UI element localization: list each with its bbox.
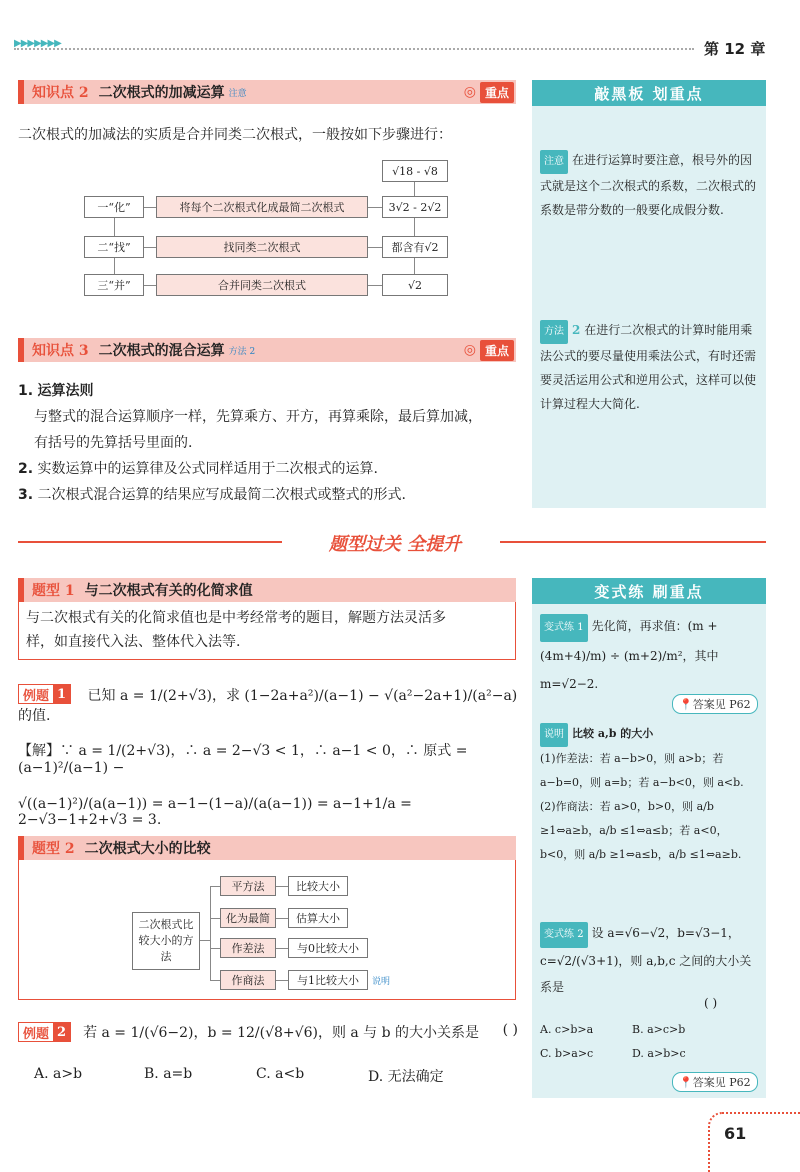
pin-icon: 📍 <box>679 1076 693 1089</box>
kp3-num: 知识点 3 <box>32 343 89 359</box>
option[interactable]: A. c>b>a <box>540 1023 594 1036</box>
side1-title: 敲黑板 划重点 <box>532 80 766 106</box>
v2-options <box>540 1018 760 1066</box>
target-icon: ◎ <box>463 342 476 358</box>
side-panel-1 <box>532 80 766 508</box>
answer-button-1[interactable]: 📍答案见 P62 <box>672 694 758 714</box>
kp2-title-bar <box>18 80 516 104</box>
option[interactable]: C. a<b <box>256 1066 305 1082</box>
option[interactable]: D. 无法确定 <box>368 1069 444 1085</box>
kp3-items <box>18 378 518 508</box>
t1-title-bar <box>18 578 516 602</box>
kp2-start: √18 - √8 <box>382 160 448 182</box>
option[interactable]: D. a>b>c <box>632 1047 686 1060</box>
kp3-title-bar <box>18 338 516 362</box>
option[interactable]: C. b>a>c <box>540 1047 594 1060</box>
t2-num: 题型 2 <box>32 841 75 857</box>
result-1: 比较大小 <box>288 876 348 896</box>
header-line <box>14 48 694 50</box>
side2-v1: 变式练 1 先化简，再求值：(m + (4m+4)/m) ÷ (m+2)/m²，其中 m=√2−2. <box>540 612 760 698</box>
result-2: 估算大小 <box>288 908 348 928</box>
option[interactable]: A. a>b <box>34 1066 83 1082</box>
kp3-item: 有括号的先算括号里面的. <box>34 435 193 451</box>
step2-res: 都含有√2 <box>382 236 448 258</box>
answer-button-2[interactable]: 📍答案见 P62 <box>672 1072 758 1092</box>
kp3-item: 1. 运算法则 <box>18 383 94 399</box>
kp2-num: 知识点 2 <box>32 85 89 101</box>
t2-title: 二次根式大小的比较 <box>84 841 211 857</box>
step1-name: 一“化” <box>84 196 144 218</box>
ex2-text: 若 a = 1/(√6−2)，b = 12/(√8+√6)，则 a 与 b 的大小关系是 <box>83 1025 480 1041</box>
ex1-text: 已知 a = 1/(2+√3)，求 (1−2a+a²)/(a−1) − √(a²−2a+1)/(a²−a) 的值. <box>18 687 518 724</box>
side2-explain: 说明 比较 a,b 的大小 (1)作差法：若 a−b>0，则 a>b；若 a−b=0，则 a=b；若 a−b<0，则 a<b. (2)作商法：若 a>0，b>0，则 a/b ≥1⇔a≥b，a/b ≤1⇔a≤b；若 a<0，b<0，则 a/b ≥1⇔a≤b，a/b ≤1⇔a≥b. <box>540 722 760 867</box>
t2-example <box>18 1022 518 1042</box>
ex1-label: 例题 1 <box>18 684 71 704</box>
kp3-tag[interactable]: 方法 2 <box>228 346 256 357</box>
kp3-item: 3. 二次根式混合运算的结果应写成最简二次根式或整式的形式. <box>18 487 406 503</box>
ex2-label: 例题 2 <box>18 1022 71 1042</box>
method-3: 作差法 <box>220 938 276 958</box>
kp2-intro: 二次根式的加减法的实质是合并同类二次根式，一般按如下步骤进行： <box>18 127 452 143</box>
method-label: 方法 <box>540 320 568 344</box>
option[interactable]: B. a=b <box>144 1066 193 1082</box>
ex2-options <box>34 1066 514 1086</box>
result-4: 与1比较大小 <box>288 970 368 990</box>
step3-desc: 合并同类二次根式 <box>156 274 368 296</box>
t2-title-bar <box>18 836 516 860</box>
chapter-label: 第 12 章 <box>704 40 766 58</box>
step2-desc: 找同类二次根式 <box>156 236 368 258</box>
footer-corner <box>708 1112 800 1172</box>
explain-label: 说明 <box>540 723 568 747</box>
step1-desc: 将每个二次根式化成最简二次根式 <box>156 196 368 218</box>
note-label: 注意 <box>540 150 568 174</box>
t2-tag[interactable]: 说明 <box>372 977 391 987</box>
header-arrows: ▶▶▶▶▶▶▶ <box>14 38 61 49</box>
target-icon: ◎ <box>463 84 476 100</box>
kp3-item: 与整式的混合运算顺序一样，先算乘方、开方，再算乘除，最后算加减， <box>34 409 482 425</box>
pin-icon: 📍 <box>679 698 693 711</box>
ex2-paren: ( ) <box>502 1022 518 1038</box>
page-number: 61 <box>724 1124 747 1143</box>
method-4: 作商法 <box>220 970 276 990</box>
method-2: 化为最简 <box>220 908 276 928</box>
t1-title: 与二次根式有关的化简求值 <box>84 583 253 599</box>
kp2-tag[interactable]: 注意 <box>228 88 247 99</box>
t1-num: 题型 1 <box>32 583 75 599</box>
kp3-item: 2. 实数运算中的运算律及公式同样适用于二次根式的运算. <box>18 461 378 477</box>
t1-example <box>18 684 518 725</box>
side2-v2: 变式练 2 设 a=√6−√2，b=√3−1，c=√2/(√3+1)，则 a,b,c 之间的大小关系是 <box>540 920 760 1000</box>
option[interactable]: B. a>c>b <box>632 1023 686 1036</box>
kp3-badge: 重点 <box>480 340 514 361</box>
result-3: 与0比较大小 <box>288 938 368 958</box>
kp3-title: 二次根式的混合运算 <box>98 343 225 359</box>
side2-title: 变式练 刷重点 <box>532 578 766 604</box>
step1-res: 3√2 - 2√2 <box>382 196 448 218</box>
side1-note: 注意 在进行运算时要注意，根号外的因式就是这个二次根式的系数，二次根式的系数是带分数的一般要化成假分数. <box>540 148 760 222</box>
kp2-badge: 重点 <box>480 82 514 103</box>
banner-line-left <box>18 541 282 543</box>
step2-name: 二“找” <box>84 236 144 258</box>
side1-method: 方法 2 在进行二次根式的计算时能用乘法公式的要尽量使用乘法公式，有时还需要灵活运用公式和逆用公式，这样可以使计算过程大大简化. <box>540 318 760 416</box>
kp2-title: 二次根式的加减运算 <box>98 85 225 101</box>
v2-paren: ( ) <box>704 996 718 1010</box>
t1-sol2: √((a−1)²)/(a(a−1)) = a−1−(1−a)/(a(a−1)) = a−1+1/a = 2−√3−1+2+√3 = 3. <box>18 796 412 828</box>
t1-sol1: 【解】∵ a = 1/(2+√3)，∴ a = 2−√3 < 1，∴ a−1 < 0，∴ 原式 = (a−1)²/(a−1) − <box>18 743 468 776</box>
t2-root: 二次根式比较大小的方法 <box>132 912 200 970</box>
step3-name: 三“并” <box>84 274 144 296</box>
t1-desc: 与二次根式有关的化简求值也是中考经常考的题目，解题方法灵活多样，如直接代入法、整体代入法等. <box>26 610 446 650</box>
v1-label: 变式练 1 <box>540 614 588 642</box>
banner-line-right <box>500 541 766 543</box>
step3-res: √2 <box>382 274 448 296</box>
banner-text: 题型过关 全提升 <box>328 534 462 555</box>
v2-label: 变式练 2 <box>540 922 588 948</box>
method-1: 平方法 <box>220 876 276 896</box>
